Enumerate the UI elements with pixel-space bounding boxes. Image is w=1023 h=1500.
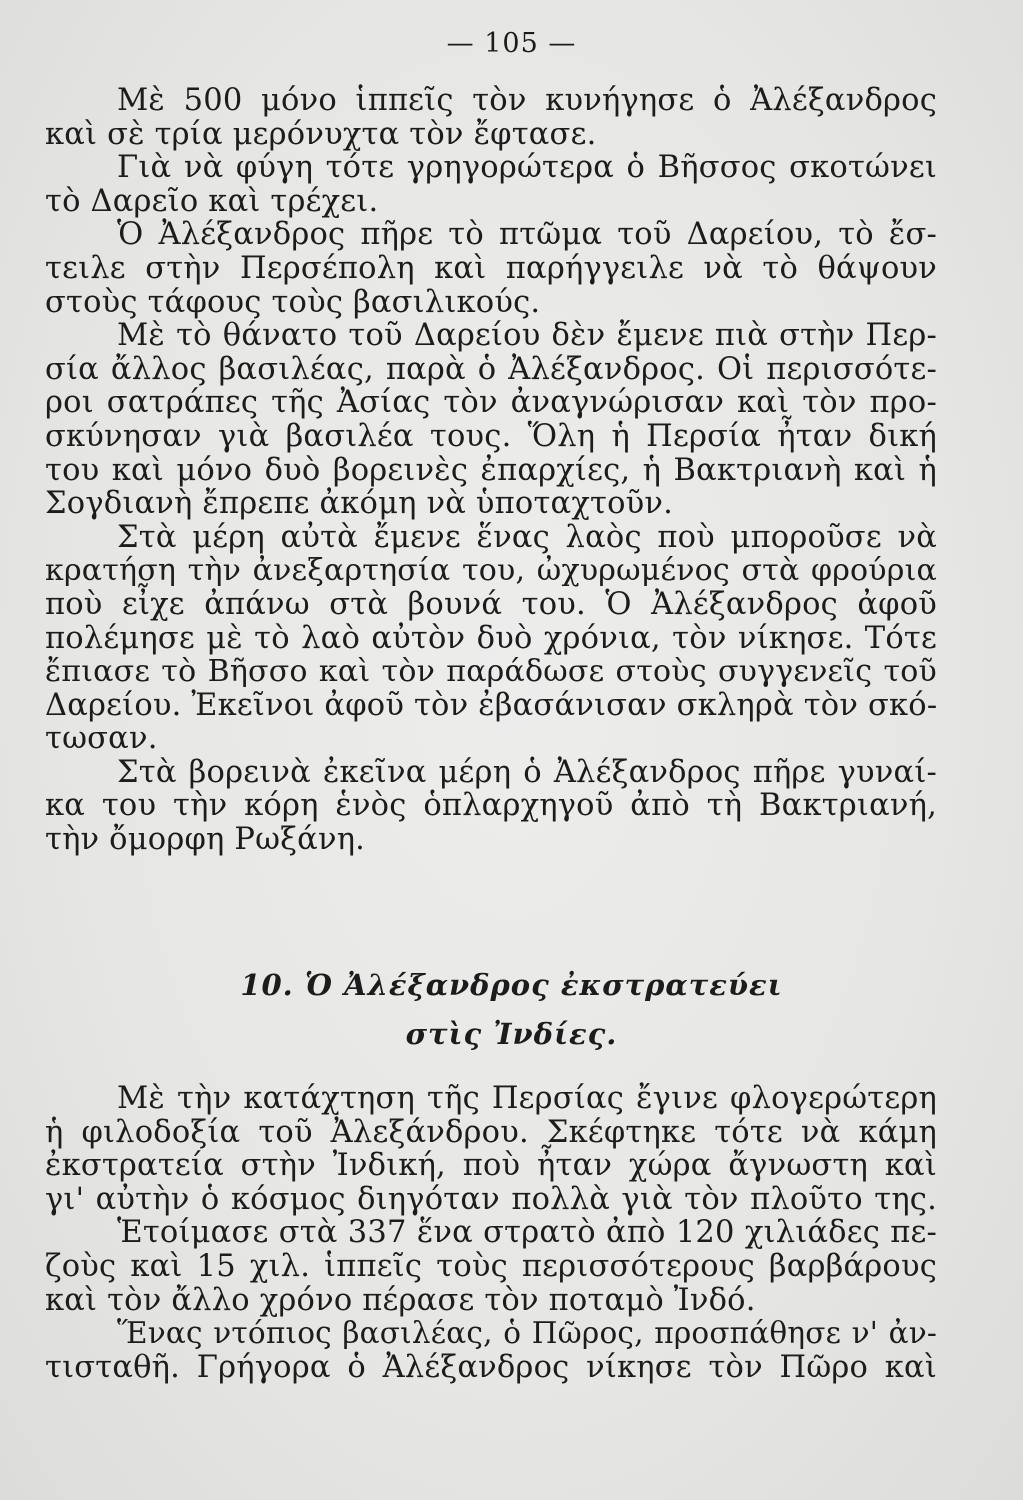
text-line: Μὲ 500 μόνο ἱππεῖς τὸν κυνήγησε ὁ Ἀλέξανδρος bbox=[117, 83, 937, 118]
text-line: Μὲ τὸ θάνατο τοῦ Δαρείου δὲν ἔμενε πιὰ στὴν Περ- bbox=[117, 318, 937, 354]
chapter-title-line-1: 10. Ὁ Ἀλέξανδρος ἐκστρατεύει bbox=[240, 968, 783, 1002]
text-line: Ἕνας ντόπιος βασιλέας, ὁ Πῶρος, προσπάθησε ν' ἀν- bbox=[117, 1316, 937, 1351]
text-line: καὶ τὸν ἄλλο χρόνο πέρασε τὸν ποταμὸ Ἰνδό. bbox=[45, 1282, 756, 1318]
text-line: Γιὰ νὰ φύγη τότε γρηγορώτερα ὁ Βῆσσος σκοτώνει bbox=[117, 150, 937, 186]
text-line: Δαρείου. Ἐκεῖνοι ἀφοῦ τὸν ἐβασάνισαν σκληρὰ τὸν σκό- bbox=[45, 687, 938, 723]
text-line: ροι σατράπες τῆς Ἀσίας τὸν ἀναγνώρισαν καὶ τὸν προ- bbox=[45, 385, 937, 421]
text-line: κρατήση τὴν ἀνεξαρτησία του, ὠχυρωμένος στὰ φρούρια bbox=[45, 553, 937, 589]
text-line: στοὺς τάφους τοὺς βασιλικούς. bbox=[45, 284, 541, 320]
text-line: τωσαν. bbox=[45, 721, 158, 757]
text-line: Ὁ Ἀλέξανδρος πῆρε τὸ πτῶμα τοῦ Δαρείου, τὸ ἔσ- bbox=[117, 217, 937, 253]
text-line: σία ἄλλος βασιλέας, παρὰ ὁ Ἀλέξανδρος. Οἱ περισσότε- bbox=[45, 351, 937, 387]
page-number: — 105 — bbox=[446, 28, 577, 59]
text-line: τὸ Δαρεῖο καὶ τρέχει. bbox=[45, 183, 379, 219]
chapter-title-line-2: στὶς Ἰνδίες. bbox=[405, 1017, 618, 1051]
text-line: ποὺ εἶχε ἀπάνω στὰ βουνά του. Ὁ Ἀλέξανδρος ἀφοῦ bbox=[45, 586, 937, 622]
text-line: Σογδιανὴ ἔπρεπε ἀκόμη νὰ ὑποταχτοῦν. bbox=[45, 486, 674, 522]
text-line: Στὰ μέρη αὐτὰ ἔμενε ἕνας λαὸς ποὺ μποροῦσε νὰ bbox=[117, 519, 937, 555]
text-line: τὴν ὄμορφη Ρωξάνη. bbox=[45, 822, 366, 858]
text-line: του καὶ μόνο δυὸ βορεινὲς ἐπαρχίες, ἡ Βακτριανὴ καὶ ἡ bbox=[45, 452, 937, 488]
text-line: τισταθῆ. Γρήγορα ὁ Ἀλέξανδρος νίκησε τὸν Πῶρο καὶ bbox=[45, 1349, 937, 1385]
text-line: καὶ σὲ τρία μερόνυχτα τὸν ἔφτασε. bbox=[45, 116, 597, 152]
section-2-text bbox=[45, 1082, 937, 1384]
text-line: Μὲ τὴν κατάχτηση τῆς Περσίας ἔγινε φλογερώτερη bbox=[117, 1081, 937, 1116]
text-line: ἔπιασε τὸ Βῆσσο καὶ τὸν παράδωσε στοὺς συγγενεῖς τοῦ bbox=[45, 654, 937, 690]
text-line: Στὰ βορεινὰ ἐκεῖνα μέρη ὁ Ἀλέξανδρος πῆρε γυναί- bbox=[117, 754, 937, 790]
text-line: ἐκστρατεία στὴν Ἰνδική, ποὺ ἦταν χώρα ἄγνωστη καὶ bbox=[45, 1148, 937, 1184]
text-line: κα του τὴν κόρη ἑνὸς ὁπλαρχηγοῦ ἀπὸ τὴ Βακτριανή, bbox=[45, 788, 937, 824]
section-1-text bbox=[45, 84, 937, 857]
text-line: πολέμησε μὲ τὸ λαὸ αὐτὸν δυὸ χρόνια, τὸν νίκησε. Τότε bbox=[45, 620, 937, 656]
text-line: ζοὺς καὶ 15 χιλ. ἱππεῖς τοὺς περισσότερους βαρβάρους bbox=[45, 1248, 937, 1284]
text-line: Ἑτοίμασε στὰ 337 ἕνα στρατὸ ἀπὸ 120 χιλιάδες πε- bbox=[117, 1215, 937, 1251]
text-line: σκύνησαν γιὰ βασιλέα τους. Ὅλη ἡ Περσία ἦταν δική bbox=[45, 418, 937, 454]
text-line: γι' αὐτὴν ὁ κόσμος διηγόταν πολλὰ γιὰ τὸν πλοῦτο της. bbox=[45, 1181, 937, 1217]
text-line: ἡ φιλοδοξία τοῦ Ἀλεξάνδρου. Σκέφτηκε τότε νὰ κάμη bbox=[45, 1114, 937, 1150]
text-line: τειλε στὴν Περσέπολη καὶ παρήγγειλε νὰ τὸ θάψουν bbox=[45, 250, 937, 286]
